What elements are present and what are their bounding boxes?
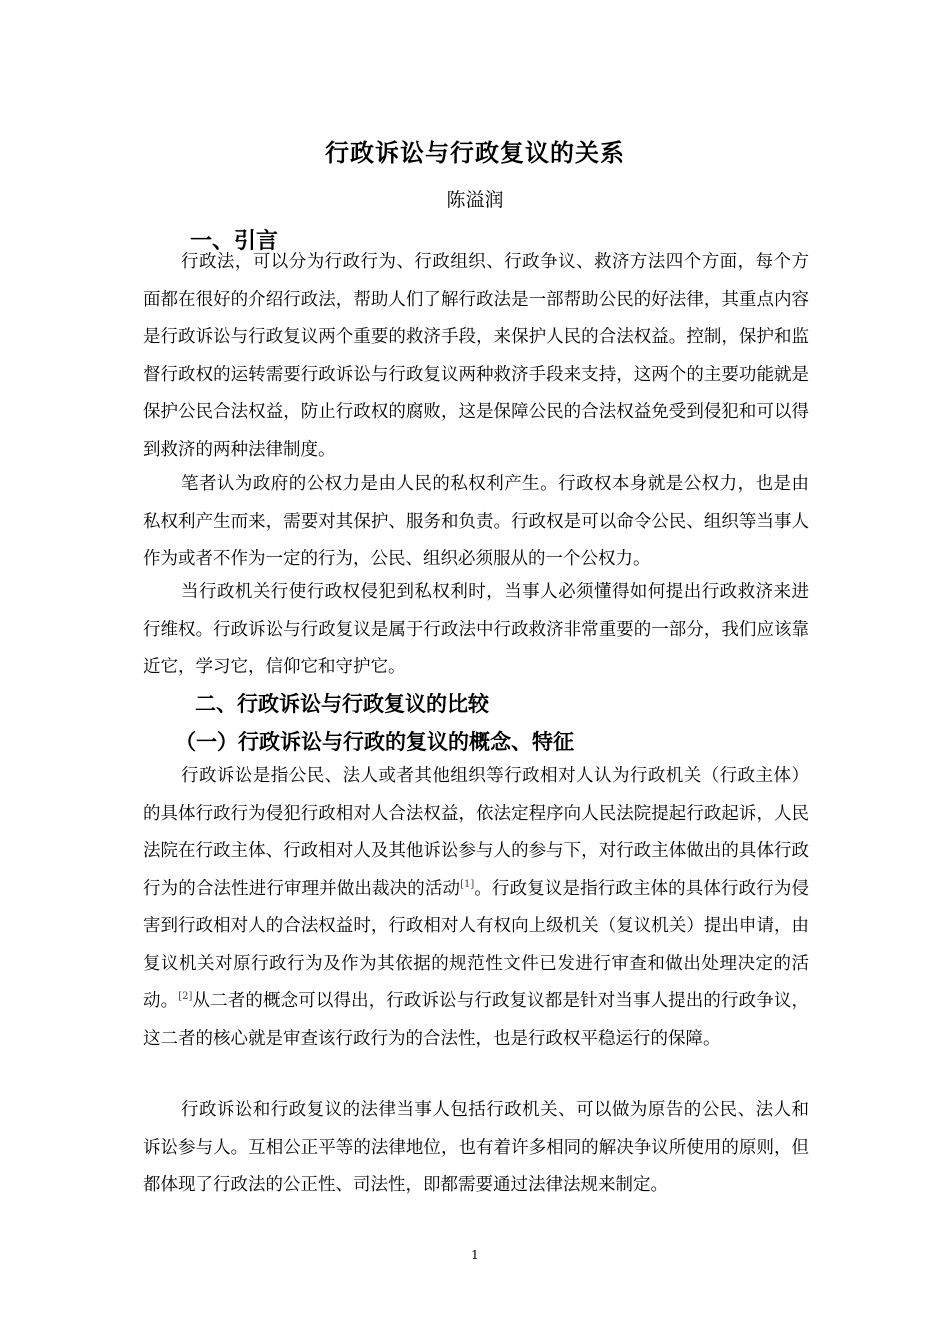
subsection-heading-concepts: （一）行政诉讼与行政的复议的概念、特征 xyxy=(175,729,574,754)
paragraph-intro-1: 行政法，可以分为行政行为、行政组织、行政争议、救济方法四个方面，每个方面都在很好的介绍行政法，帮助人们了解行政法是一部帮助公民的好法律，其重点内容是行政诉讼与行政复议两个重要的救济手段，来保护人民的合法权益。控制，保护和监督行政权的运转需要行政诉讼与行政复议两种救济手段来支持，这两个的主要功能就是保护公民合法权益，防止行政权的腐败，这是保障公民的合法权益免受到侵犯和可以得到救济的两种法律制度。 xyxy=(143,252,809,460)
paragraph-intro-2: 笔者认为政府的公权力是由人民的私权利产生。行政权本身就是公权力，也是由私权利产生而来，需要对其保护、服务和负责。行政权是可以命令公民、组织等当事人作为或者不作为一定的行为，公民、组织必须服从的一个公权力。 xyxy=(143,474,809,569)
paragraph-text-part-b: 。行政复议是指行政主体的具体行政行为侵害到行政相对人的合法权益时，行政相对人有权向上级机关（复议机关）提出申请，由复议机关对原行政行为及作为其依据的规范性文件已发进行审查和做出处理决定的活动。 xyxy=(143,878,810,1011)
footnote-ref-2[interactable]: [2] xyxy=(178,991,193,1003)
paragraph-concepts-1 xyxy=(143,758,809,1058)
paragraph-text-part-a: 行政诉讼是指公民、法人或者其他组织等行政相对人认为行政机关（行政主体）的具体行政行为侵犯行政相对人合法权益，依法定程序向人民法院提起行政起诉，人民法院在行政主体、行政相对人及其他诉讼参与人的参与下，对行政主体做出的具体行政行为的合法性进行审理并做出裁决的活动 xyxy=(143,766,809,899)
paragraph-concepts-2: 行政诉讼和行政复议的法律当事人包括行政机关、可以做为原告的公民、法人和诉讼参与人。互相公正平等的法律地位，也有着许多相同的解决争议所使用的原则，但都体现了行政法的公正性、司法性，即都需要通过法律法规来制定。 xyxy=(143,1100,809,1195)
footnote-ref-1[interactable]: [1] xyxy=(460,878,475,890)
section-heading-introduction: 一、引言 xyxy=(190,228,279,254)
section-heading-comparison: 二、行政诉讼与行政复议的比较 xyxy=(195,691,489,716)
paragraph-intro-3: 当行政机关行使行政权侵犯到私权利时，当事人必须懂得如何提出行政救济来进行维权。行政诉讼与行政复议是属于行政法中行政救济非常重要的一部分，我们应该靠近它，学习它，信仰它和守护它。 xyxy=(143,582,809,677)
document-title: 行政诉讼与行政复议的关系 xyxy=(325,138,625,167)
author-name: 陈溢润 xyxy=(446,189,504,211)
page-number: 1 xyxy=(471,1248,479,1262)
paragraph-text-part-c: 从二者的概念可以得出，行政诉讼与行政复议都是针对当事人提出的行政争议，这二者的核心就是审查该行政行为的合法性，也是行政权平稳运行的保障。 xyxy=(143,991,809,1049)
